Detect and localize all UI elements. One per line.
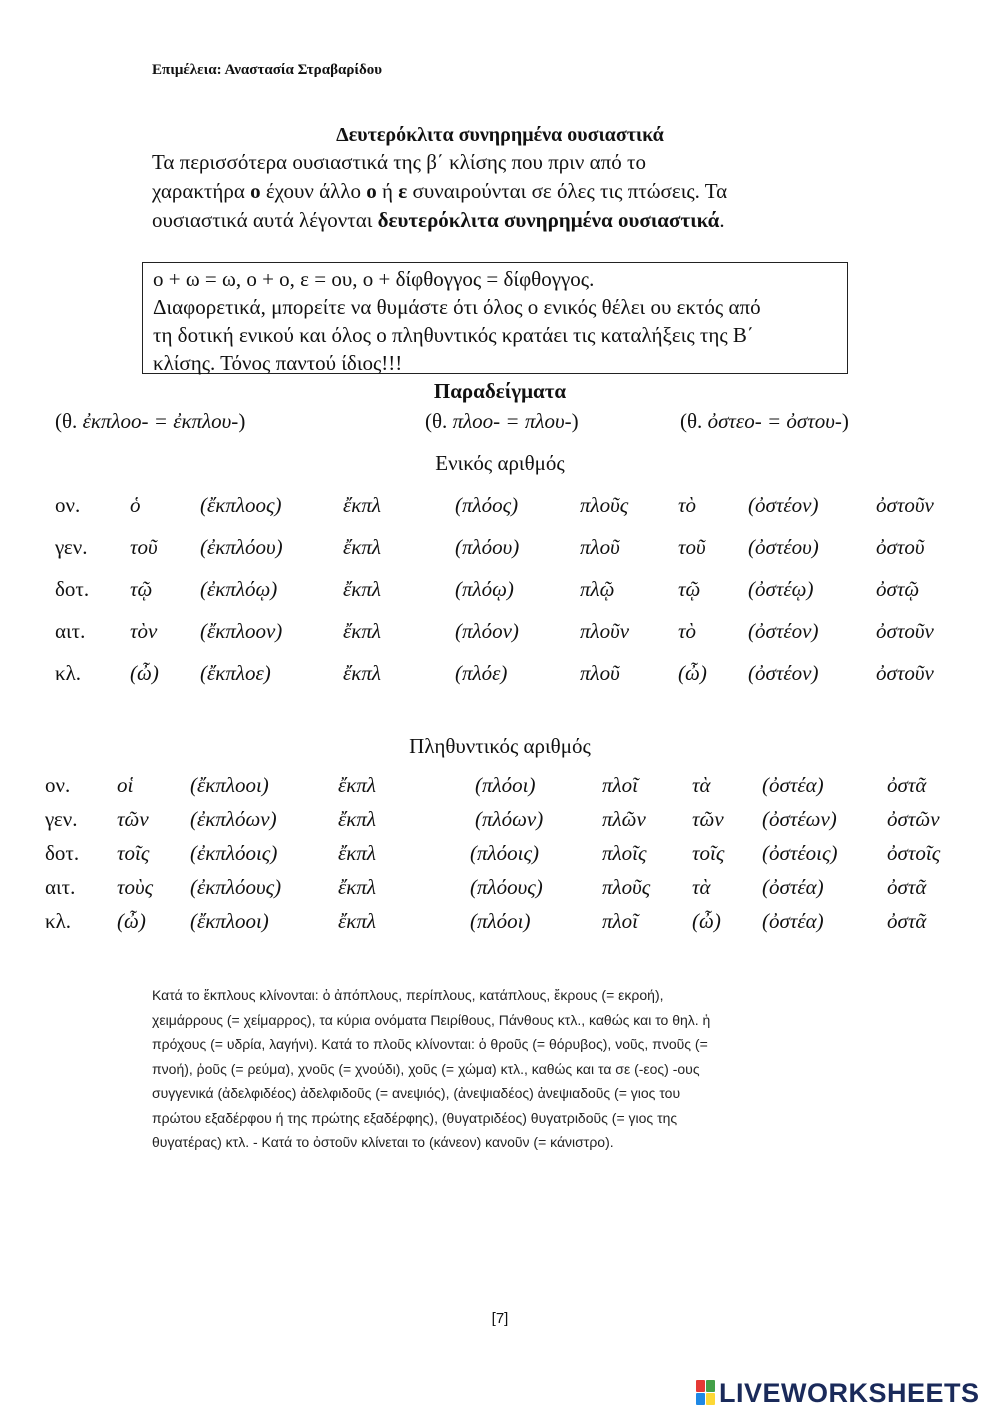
singular-ploos-contracted: πλοῦ	[580, 535, 620, 559]
singular-ploos-contracted: πλοῦς	[580, 493, 629, 517]
singular-case-label: ον.	[55, 493, 81, 517]
intro-line-2a: χαρακτήρα	[152, 179, 251, 203]
plural-osteon-article: (ὦ)	[692, 909, 721, 933]
plural-ploos-contracted: πλῶν	[602, 807, 646, 831]
plural-osteon-article: τὰ	[692, 773, 711, 797]
plural-osteon-contracted: ὀστῶν	[887, 807, 940, 831]
singular-case-label: αιτ.	[55, 619, 86, 643]
intro-line-2e: ή	[376, 179, 399, 203]
singular-ploos-contracted: πλοῦ	[580, 661, 620, 685]
plural-article: οἱ	[117, 773, 134, 797]
theme-prefix: (θ.	[680, 409, 708, 433]
note-line: πρώτου εξαδέρφου ή της πρώτης εξαδέρφης), (θυγατριδέος) θυγατριδοῦς (= γιος της	[152, 1109, 678, 1126]
plural-osteon-full: (ὀστέοις)	[762, 841, 838, 865]
singular-osteon-contracted: ὀστοῦν	[876, 661, 934, 685]
singular-article: (ὦ)	[130, 661, 159, 685]
plural-full-form: (ἔκπλοοι)	[190, 773, 269, 797]
plural-article: τῶν	[117, 807, 149, 831]
singular-case-label: γεν.	[55, 535, 88, 559]
plural-ploos-full: (πλόους)	[470, 875, 543, 899]
theme-suffix: )	[841, 409, 849, 433]
plural-stem: ἔκπλ	[338, 807, 376, 831]
singular-osteon-contracted: ὀστοῦ	[876, 535, 925, 559]
plural-case-label: ον.	[45, 773, 71, 797]
plural-full-form: (ἐκπλόους)	[190, 875, 282, 899]
singular-ploos-full: (πλόῳ)	[455, 577, 514, 601]
plural-osteon-contracted: ὀστᾶ	[887, 875, 927, 899]
plural-stem: ἔκπλ	[338, 875, 376, 899]
logo-square	[706, 1393, 715, 1405]
liveworksheets-logo-icon	[696, 1380, 716, 1406]
singular-osteon-full: (ὀστέον)	[748, 493, 819, 517]
rule-box	[142, 262, 848, 374]
plural-case-label: κλ.	[45, 909, 72, 933]
intro-bold-term: δευτερόκλιτα συνηρημένα ουσιαστικά	[377, 208, 720, 232]
singular-ploos-contracted: πλῷ	[580, 577, 615, 601]
singular-stem: ἔκπλ	[343, 661, 381, 685]
theme-suffix: )	[571, 409, 579, 433]
singular-osteon-article: τοῦ	[678, 535, 706, 559]
plural-ploos-full: (πλόοι)	[475, 773, 536, 797]
plural-ploos-contracted: πλοῖ	[602, 773, 638, 797]
theme-osteon	[680, 409, 849, 434]
plural-osteon-article: τῶν	[692, 807, 724, 831]
singular-osteon-contracted: ὀστοῦν	[876, 619, 934, 643]
plural-article: τοῖς	[117, 841, 150, 865]
theme-suffix: )	[238, 409, 246, 433]
singular-full-form: (ἐκπλόῳ)	[200, 577, 278, 601]
singular-ploos-full: (πλόος)	[455, 493, 519, 517]
theme-ploos	[425, 409, 579, 434]
singular-article: τὸν	[130, 619, 158, 643]
singular-full-form: (ἔκπλοον)	[200, 619, 283, 643]
intro-bold-o-2: ο	[366, 179, 377, 203]
singular-osteon-article: τὸ	[678, 619, 697, 643]
plural-stem: ἔκπλ	[338, 773, 376, 797]
singular-osteon-article: (ὦ)	[678, 661, 707, 685]
singular-stem: ἔκπλ	[343, 577, 381, 601]
note-line: πνοή), ῥοῦς (= ρεύμα), χνοῦς (= χνούδι), χοῦς (= χώμα) κτλ., καθώς και τα σε (-εος) -ους	[152, 1060, 700, 1077]
plural-stem: ἔκπλ	[338, 841, 376, 865]
plural-osteon-full: (ὀστέων)	[762, 807, 837, 831]
note-line: Κατά το ἔκπλους κλίνονται: ὁ ἀπόπλους, περίπλους, κατάπλους, ἔκρους (= εκροή),	[152, 987, 664, 1003]
plural-osteon-contracted: ὀστᾶ	[887, 909, 927, 933]
plural-article: τοὺς	[117, 875, 154, 899]
plural-full-form: (ἔκπλοοι)	[190, 909, 269, 933]
theme-ekploos	[55, 409, 245, 434]
singular-ploos-full: (πλόον)	[455, 619, 519, 643]
singular-stem: ἔκπλ	[343, 535, 381, 559]
plural-ploos-full: (πλόοις)	[470, 841, 539, 865]
plural-article: (ὦ)	[117, 909, 146, 933]
plural-ploos-full: (πλόοι)	[470, 909, 531, 933]
theme-text: ἐκπλοο- = ἐκπλου-	[82, 409, 239, 433]
singular-article: τοῦ	[130, 535, 158, 559]
plural-ploos-contracted: πλοῖ	[602, 909, 638, 933]
theme-prefix: (θ.	[55, 409, 83, 433]
singular-osteon-full: (ὀστέον)	[748, 619, 819, 643]
examples-heading: Παραδείγματα	[433, 379, 567, 403]
rule-line: κλίσης. Τόνος παντού ίδιος!!!	[153, 351, 403, 375]
plural-osteon-full: (ὀστέα)	[762, 909, 824, 933]
plural-heading: Πληθυντικός αριθμός	[409, 734, 591, 758]
singular-stem: ἔκπλ	[343, 619, 381, 643]
singular-full-form: (ἔκπλοε)	[200, 661, 271, 685]
intro-bold-o-1: ο	[250, 179, 261, 203]
singular-full-form: (ἔκπλοος)	[200, 493, 282, 517]
singular-ploos-full: (πλόου)	[455, 535, 520, 559]
singular-stem: ἔκπλ	[343, 493, 381, 517]
plural-ploos-full: (πλόων)	[475, 807, 544, 831]
plural-full-form: (ἐκπλόοις)	[190, 841, 278, 865]
logo-square	[706, 1380, 715, 1392]
logo-square	[696, 1393, 705, 1405]
singular-osteon-article: τῷ	[678, 577, 701, 601]
singular-heading: Ενικός αριθμός	[435, 451, 565, 475]
singular-ploos-contracted: πλοῦν	[580, 619, 630, 643]
note-paragraph	[152, 983, 832, 1155]
page-number: [7]	[491, 1310, 509, 1327]
logo-square	[696, 1380, 705, 1392]
singular-article: ὁ	[130, 493, 141, 517]
note-line: πρόχους (= υδρία, λαγήνι). Κατά το πλοῦς κλίνονται: ὁ θροῦς (= θόρυβος), νοῦς, πνοῦς (=	[152, 1036, 708, 1052]
rule-line: Διαφορετικά, μπορείτε να θυμάστε ότι όλος ο ενικός θέλει ου εκτός από	[153, 295, 761, 319]
singular-osteon-full: (ὀστέῳ)	[748, 577, 814, 601]
singular-article: τῷ	[130, 577, 153, 601]
plural-ploos-contracted: πλοῦς	[602, 875, 651, 899]
plural-case-label: αιτ.	[45, 875, 76, 899]
singular-osteon-contracted: ὀστοῦν	[876, 493, 934, 517]
singular-osteon-contracted: ὀστῷ	[876, 577, 920, 601]
plural-full-form: (ἐκπλόων)	[190, 807, 277, 831]
plural-case-label: γεν.	[45, 807, 78, 831]
plural-osteon-full: (ὀστέα)	[762, 773, 824, 797]
theme-prefix: (θ.	[425, 409, 453, 433]
plural-osteon-full: (ὀστέα)	[762, 875, 824, 899]
plural-ploos-contracted: πλοῖς	[602, 841, 647, 865]
plural-osteon-contracted: ὀστοῖς	[887, 841, 941, 865]
singular-osteon-article: τὸ	[678, 493, 697, 517]
rule-line: τη δοτική ενικού και όλος ο πληθυντικός κρατάει τις καταλήξεις της Β΄	[153, 323, 754, 347]
intro-line-1: Τα περισσότερα ουσιαστικά της β΄ κλίσης που πριν από το	[152, 150, 646, 174]
singular-full-form: (ἐκπλόου)	[200, 535, 283, 559]
singular-case-label: κλ.	[55, 661, 82, 685]
singular-ploos-full: (πλόε)	[455, 661, 508, 685]
theme-text: πλοο- = πλου-	[452, 409, 572, 433]
plural-case-label: δοτ.	[45, 841, 80, 865]
intro-bold-e: ε	[398, 179, 408, 203]
note-line: θυγατέρας) κτλ. - Κατά το ὀστοῦν κλίνεται το (κάνεον) κανοῦν (= κάνιστρο).	[152, 1134, 614, 1150]
liveworksheets-brand	[696, 1377, 980, 1409]
intro-line-3c: .	[719, 208, 725, 232]
brand-name: LIVEWORKSHEETS	[719, 1377, 980, 1408]
plural-osteon-contracted: ὀστᾶ	[887, 773, 927, 797]
rule-line: ο + ω = ω, ο + ο, ε = ου, ο + δίφθογγος = δίφθογγος.	[153, 267, 595, 291]
singular-osteon-full: (ὀστέου)	[748, 535, 819, 559]
editor-credit: Επιμέλεια: Αναστασία Στραβαρίδου	[152, 62, 383, 78]
singular-osteon-full: (ὀστέον)	[748, 661, 819, 685]
intro-paragraph	[152, 148, 848, 235]
page-title: Δευτερόκλιτα συνηρημένα ουσιαστικά	[336, 124, 664, 146]
intro-line-3a: ουσιαστικά αυτά λέγονται	[152, 208, 378, 232]
plural-osteon-article: τοῖς	[692, 841, 725, 865]
intro-line-2c: έχουν άλλο	[260, 179, 367, 203]
note-line: συγγενικά (ἀδελφιδέος) ἀδελφιδοῦς (= ανεψιός), (ἀνεψιαδέος) ἀνεψιαδοῦς (= γιος του	[152, 1085, 681, 1101]
plural-stem: ἔκπλ	[338, 909, 376, 933]
theme-text: ὀστεο- = ὀστου-	[707, 409, 842, 433]
singular-case-label: δοτ.	[55, 577, 90, 601]
plural-osteon-article: τὰ	[692, 875, 711, 899]
intro-line-2g: συναιρούνται σε όλες τις πτώσεις. Τα	[407, 179, 728, 203]
note-line: χειμάρρους (= χείμαρρος), τα κύρια ονόματα Πειρίθους, Πάνθους κτλ., καθώς και το θηλ. ἡ	[152, 1011, 711, 1028]
